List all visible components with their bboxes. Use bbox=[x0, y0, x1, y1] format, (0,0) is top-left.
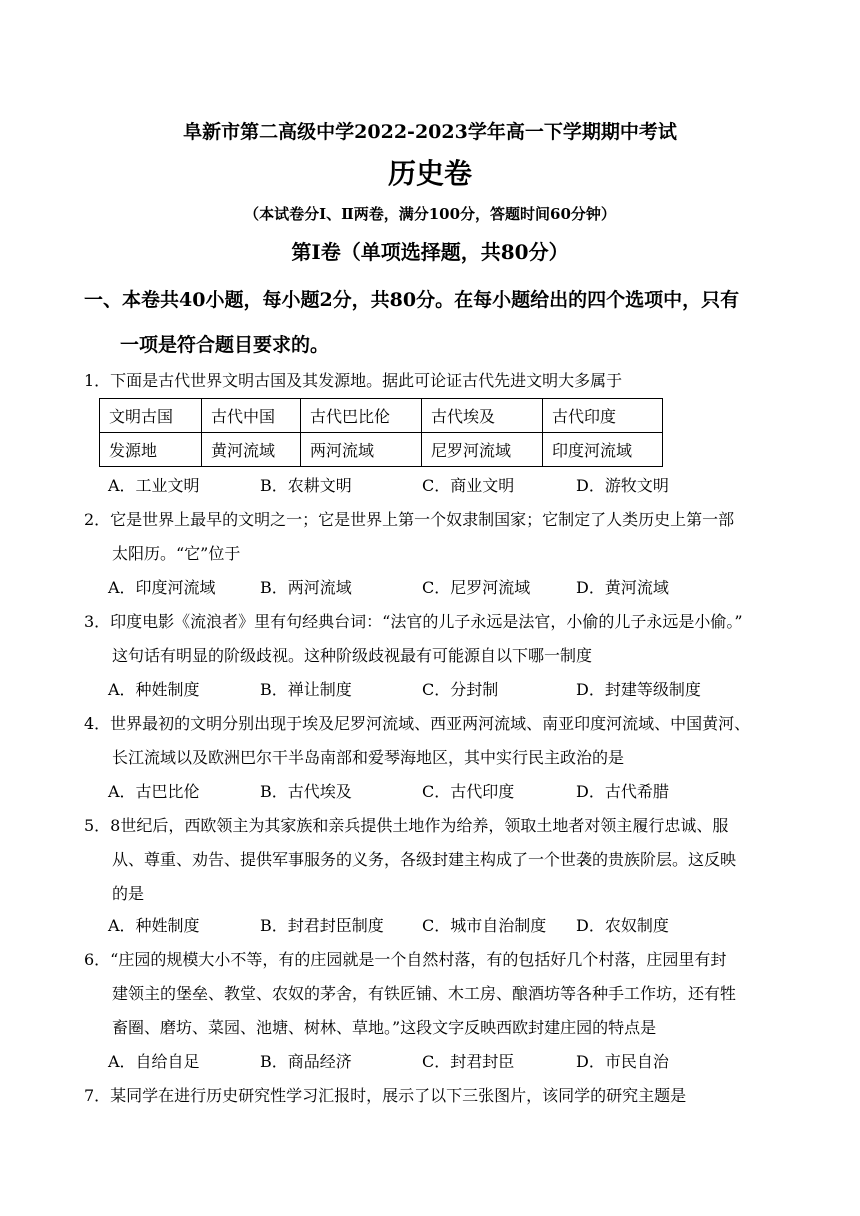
q2-option-d[interactable]: D．黄河流域 bbox=[576, 578, 669, 597]
question-2-stem-line1: 2．它是世界上最早的文明之一；它是世界上第一个奴隶制国家；它制定了人类历史上第一部 bbox=[84, 510, 735, 529]
q3-option-a[interactable]: A．种姓制度 bbox=[108, 680, 200, 699]
question-2-stem-line2: 太阳历。“它”位于 bbox=[112, 544, 241, 563]
table-row bbox=[100, 433, 663, 467]
q5-option-d[interactable]: D．农奴制度 bbox=[576, 916, 669, 935]
table-cell: 发源地 bbox=[100, 433, 202, 467]
question-5-stem-line1: 5．8世纪后，西欧领主为其家族和亲兵提供土地作为给养，领取土地者对领主履行忠诚、服 bbox=[84, 816, 729, 835]
q6-option-b[interactable]: B．商品经济 bbox=[260, 1052, 352, 1071]
question-4-stem-line2: 长江流域以及欧洲巴尔干半岛南部和爱琴海地区，其中实行民主政治的是 bbox=[112, 748, 625, 767]
table-row bbox=[100, 399, 663, 433]
question-7-stem: 7．某同学在进行历史研究性学习汇报时，展示了以下三张图片，该同学的研究主题是 bbox=[84, 1086, 687, 1105]
q4-option-c[interactable]: C．古代印度 bbox=[422, 782, 515, 801]
section-instruction-line1: 一、本卷共40小题，每小题2分，共80分。在每小题给出的四个选项中，只有 bbox=[84, 289, 740, 311]
table-cell: 古代埃及 bbox=[422, 399, 543, 433]
q1-option-b[interactable]: B．农耕文明 bbox=[260, 476, 352, 495]
q6-option-c[interactable]: C．封君封臣 bbox=[422, 1052, 515, 1071]
table-cell: 古代中国 bbox=[202, 399, 301, 433]
q3-option-b[interactable]: B．禅让制度 bbox=[260, 680, 352, 699]
question-5-stem-line3: 的是 bbox=[112, 884, 145, 903]
q2-option-c[interactable]: C．尼罗河流域 bbox=[422, 578, 531, 597]
question-1-stem: 1．下面是古代世界文明古国及其发源地。据此可论证古代先进文明大多属于 bbox=[84, 371, 623, 390]
q5-option-b[interactable]: B．封君封臣制度 bbox=[260, 916, 384, 935]
question-4-stem-line1: 4．世界最初的文明分别出现于埃及尼罗河流域、西亚两河流域、南亚印度河流域、中国黄河、 bbox=[84, 714, 751, 733]
q4-option-d[interactable]: D．古代希腊 bbox=[576, 782, 669, 801]
question-6-stem-line2: 建领主的堡垒、教堂、农奴的茅舍，有铁匠铺、木工房、酿酒坊等各种手工作坊，还有牲 bbox=[112, 984, 737, 1003]
table-cell: 黄河流域 bbox=[202, 433, 301, 467]
part-title: 第Ⅰ卷（单项选择题，共80分） bbox=[291, 240, 569, 264]
q5-option-c[interactable]: C．城市自治制度 bbox=[422, 916, 547, 935]
subject-title: 历史卷 bbox=[387, 157, 472, 190]
q5-option-a[interactable]: A．种姓制度 bbox=[108, 916, 200, 935]
q4-option-a[interactable]: A．古巴比伦 bbox=[108, 782, 200, 801]
question-5-stem-line2: 从、尊重、劝告、提供军事服务的义务，各级封建主构成了一个世袭的贵族阶层。这反映 bbox=[112, 850, 737, 869]
q1-option-a[interactable]: A．工业文明 bbox=[108, 476, 200, 495]
table-cell: 印度河流域 bbox=[543, 433, 663, 467]
table-cell: 古代巴比伦 bbox=[301, 399, 422, 433]
table-cell: 古代印度 bbox=[543, 399, 663, 433]
table-cell: 尼罗河流域 bbox=[422, 433, 543, 467]
section-instruction-line2: 一项是符合题目要求的。 bbox=[120, 334, 330, 356]
question-6-stem-line1: 6．“庄园的规模大小不等，有的庄园就是一个自然村落，有的包括好几个村落，庄园里有封 bbox=[84, 950, 727, 969]
q4-option-b[interactable]: B．古代埃及 bbox=[260, 782, 352, 801]
q6-option-d[interactable]: D．市民自治 bbox=[576, 1052, 669, 1071]
exam-note: （本试卷分Ⅰ、Ⅱ两卷，满分100分，答题时间60分钟） bbox=[244, 205, 616, 223]
q3-option-c[interactable]: C．分封制 bbox=[422, 680, 499, 699]
q3-option-d[interactable]: D．封建等级制度 bbox=[576, 680, 701, 699]
civilization-table bbox=[99, 398, 663, 467]
q1-option-c[interactable]: C．商业文明 bbox=[422, 476, 515, 495]
exam-title: 阜新市第二高级中学2022-2023学年高一下学期期中考试 bbox=[183, 121, 677, 143]
q1-option-d[interactable]: D．游牧文明 bbox=[576, 476, 669, 495]
table-cell: 两河流域 bbox=[301, 433, 422, 467]
question-6-stem-line3: 畜圈、磨坊、菜园、池塘、树林、草地。”这段文字反映西欧封建庄园的特点是 bbox=[112, 1018, 657, 1037]
q2-option-a[interactable]: A．印度河流域 bbox=[108, 578, 216, 597]
q6-option-a[interactable]: A．自给自足 bbox=[108, 1052, 200, 1071]
question-3-stem-line1: 3．印度电影《流浪者》里有句经典台词：“法官的儿子永远是法官，小偷的儿子永远是小偷。” bbox=[84, 612, 743, 631]
q2-option-b[interactable]: B．两河流域 bbox=[260, 578, 352, 597]
table-cell: 文明古国 bbox=[100, 399, 202, 433]
question-3-stem-line2: 这句话有明显的阶级歧视。这种阶级歧视最有可能源自以下哪一制度 bbox=[112, 646, 593, 665]
